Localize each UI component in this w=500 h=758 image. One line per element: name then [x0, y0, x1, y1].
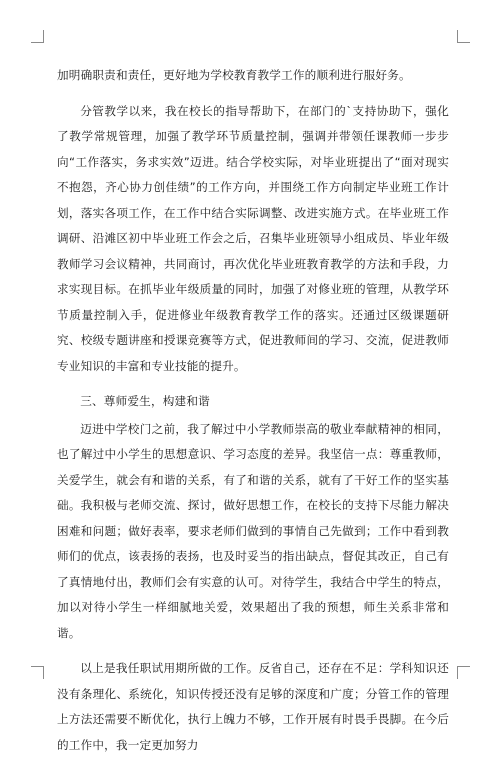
paragraph-reflection: 以上是我任职试用期所做的工作。反省自己，还存在不足：学科知识还没有条理化、系统化，知识传授还没有足够的深度和广度；分管工作的管理上方法还需要不断优化，执行上魄力不够，工作开展有时畏手畏脚。在今后的工作中，我一定更加努力: [57, 661, 449, 752]
paragraph-teaching-management: 分管教学以来，我在校长的指导帮助下，在部门的`支持协助下，强化了教学常规管理，加强了教学环节质量控制，强调并带领任课教师一步步向“工作落实，务求实效”迈进。结合学校实际，对毕业班提出了“面对现实不抱怨，齐心协力创佳绩”的工作方向，并围绕工作方向制定毕业班工作计划，落实各项工作，在工作中结合实际调整、改进实施方式。在毕业班工作调研、沿滩区初中毕业班工作会之后，召集毕业班领导小组成员、毕业年级教师学习会议精神，共同商讨，再次优化毕业班教育教学的方法和手段，力求实现目标。在抓毕业年级质量的同时，加强了对修业班的管理，从教学环节质量控制入手，促进修业年级教育教学工作的落实。还通过区级课题研究、校级专题讲座和授课竞赛等方式，促进教师间的学习、交流，促进教师专业知识的丰富和专业技能的提升。: [57, 103, 449, 373]
crop-mark-bottom-left: [31, 666, 44, 679]
paragraph-respect-teachers: 迈进中学校门之前，我了解过中小学教师崇高的敬业奉献精神的相同，也了解过中小学生的思想意识、学习态度的差异。我坚信一点：尊重教师，关爱学生，就会有和谐的关系，有了和谐的关系，就有了干好工作的坚实基础。我积极与老师交流、探讨，做好思想工作，在校长的支持下尽能力解决困难和问题；做好表率，要求老师们做到的事情自己先做到；工作中看到教师们的优点，该表扬的表扬，也及时妥当的指出缺点，督促其改正，自己有了真情地付出，教师们会有实意的认可。对待学生，我结合中学生的特点，加以对待小学生一样细腻地关爱，效果超出了我的预想，师生关系非常和谐。: [57, 421, 449, 640]
crop-mark-top-left: [31, 30, 44, 43]
crop-mark-bottom-right: [457, 666, 470, 679]
document-body: [57, 63, 449, 758]
section-heading: 三、尊师爱生，构建和谐: [80, 394, 210, 408]
paragraph-continuation: 加明确职责和责任，更好地为学校教育教学工作的顺利进行服好务。: [57, 68, 411, 82]
crop-mark-top-right: [457, 30, 470, 43]
